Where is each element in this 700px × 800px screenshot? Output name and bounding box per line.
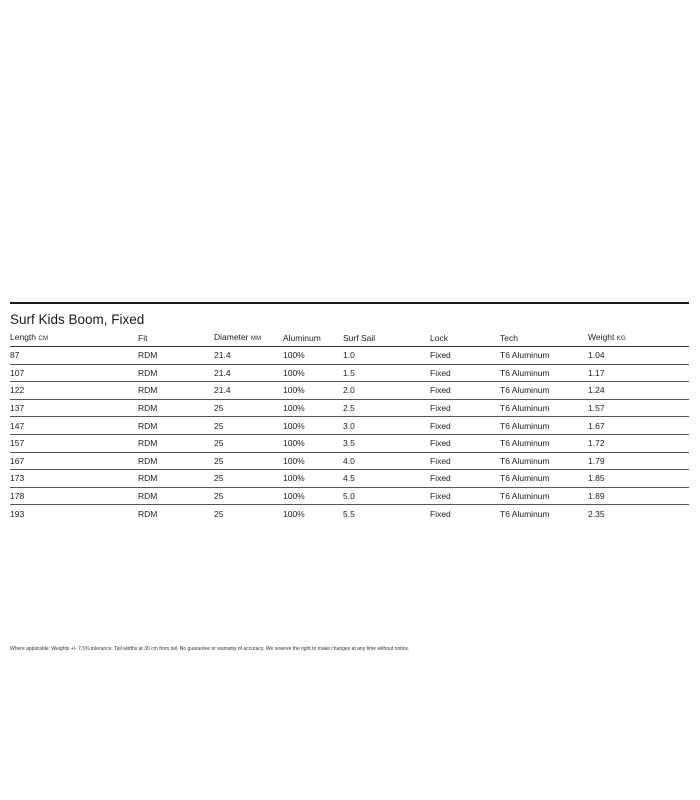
table-row: [10, 452, 689, 470]
cell-weight: 1.17: [588, 364, 689, 382]
footnote-disclaimer: Where applicable: Weights +/- 7.5% tolerance. Tail widths at 30 cm from tail. No guarantee or warranty of accuracy. We reserve the right to make changes at any time without notice.: [10, 646, 410, 652]
cell-lock: Fixed: [430, 399, 500, 417]
cell-length: 137: [10, 399, 138, 417]
cell-fit: RDM: [138, 508, 158, 519]
cell-surf-sail: 2.5: [343, 399, 430, 417]
header-fit: Fit: [138, 330, 214, 347]
top-divider: [10, 302, 689, 304]
cell-aluminum: 100%: [283, 470, 343, 488]
cell-lock: Fixed: [430, 382, 500, 400]
cell-diameter: 25: [214, 508, 224, 519]
cell-weight: 1.79: [588, 452, 689, 470]
cell-fit: RDM: [138, 487, 214, 505]
header-weight: Weight KG: [588, 330, 689, 347]
cell-diameter: 25: [214, 417, 283, 435]
cell-diameter: 21.4: [214, 347, 283, 365]
cell-surf-sail: 3.5: [343, 434, 430, 452]
cell-length: 122: [10, 382, 138, 400]
cell-weight: 2.35: [588, 508, 605, 519]
header-diameter: Diameter MM: [214, 330, 283, 347]
cell-diameter: 25: [214, 487, 283, 505]
cell-fit: RDM: [138, 417, 214, 435]
header-length: Length CM: [10, 330, 138, 347]
header-aluminum: Aluminum: [283, 330, 343, 347]
cell-weight: 1.85: [588, 470, 689, 488]
cell-lock: Fixed: [430, 417, 500, 435]
header-tech: Tech: [500, 330, 588, 347]
cell-tech: T6 Aluminum: [500, 452, 588, 470]
cell-diameter: 21.4: [214, 382, 283, 400]
cell-aluminum: 100%: [283, 508, 305, 519]
cell-lock: Fixed: [430, 487, 500, 505]
cell-diameter: 25: [214, 452, 283, 470]
cell-surf-sail: 5.5: [343, 508, 355, 519]
table-row: [10, 364, 689, 382]
cell-length: 178: [10, 487, 138, 505]
cell-lock: Fixed: [430, 508, 451, 519]
cell-length: 173: [10, 470, 138, 488]
cell-length: 87: [10, 347, 138, 365]
cell-weight: 1.72: [588, 434, 689, 452]
cell-tech: T6 Aluminum: [500, 399, 588, 417]
cell-fit: RDM: [138, 452, 214, 470]
cell-weight: 1.57: [588, 399, 689, 417]
cell-diameter: 25: [214, 434, 283, 452]
cell-tech: T6 Aluminum: [500, 508, 550, 519]
cell-aluminum: 100%: [283, 382, 343, 400]
cell-weight: 1.04: [588, 347, 689, 365]
cell-lock: Fixed: [430, 364, 500, 382]
cell-tech: T6 Aluminum: [500, 434, 588, 452]
cell-length: 157: [10, 434, 138, 452]
cell-fit: RDM: [138, 382, 214, 400]
cell-aluminum: 100%: [283, 452, 343, 470]
header-surf-sail: Surf Sail: [343, 330, 430, 347]
table-row: [10, 470, 689, 488]
cell-fit: RDM: [138, 470, 214, 488]
cell-length: 107: [10, 364, 138, 382]
cell-lock: Fixed: [430, 347, 500, 365]
cell-lock: Fixed: [430, 434, 500, 452]
cell-aluminum: 100%: [283, 347, 343, 365]
cell-surf-sail: 1.5: [343, 364, 430, 382]
cell-lock: Fixed: [430, 470, 500, 488]
spec-table: [10, 330, 689, 522]
cell-aluminum: 100%: [283, 364, 343, 382]
table-row: [10, 487, 689, 505]
cell-length: 167: [10, 452, 138, 470]
cell-surf-sail: 2.0: [343, 382, 430, 400]
cell-tech: T6 Aluminum: [500, 347, 588, 365]
cell-tech: T6 Aluminum: [500, 417, 588, 435]
cell-weight: 1.24: [588, 382, 689, 400]
cell-surf-sail: 3.0: [343, 417, 430, 435]
cell-fit: RDM: [138, 364, 214, 382]
cell-lock: Fixed: [430, 452, 500, 470]
table-row: [10, 434, 689, 452]
cell-length: 193: [10, 508, 25, 519]
cell-diameter: 21.4: [214, 364, 283, 382]
table-row: [10, 505, 689, 522]
cell-tech: T6 Aluminum: [500, 487, 588, 505]
cell-aluminum: 100%: [283, 399, 343, 417]
cell-tech: T6 Aluminum: [500, 470, 588, 488]
table-row: [10, 382, 689, 400]
cell-diameter: 25: [214, 399, 283, 417]
cell-aluminum: 100%: [283, 434, 343, 452]
cell-fit: RDM: [138, 399, 214, 417]
cell-surf-sail: 4.5: [343, 470, 430, 488]
cell-weight: 1.67: [588, 417, 689, 435]
cell-surf-sail: 4.0: [343, 452, 430, 470]
cell-weight: 1.89: [588, 487, 689, 505]
cell-aluminum: 100%: [283, 417, 343, 435]
table-header-row: [10, 330, 689, 347]
cell-tech: T6 Aluminum: [500, 382, 588, 400]
cell-surf-sail: 1.0: [343, 347, 430, 365]
table-row: [10, 347, 689, 365]
cell-length: 147: [10, 417, 138, 435]
table-title: Surf Kids Boom, Fixed: [10, 312, 145, 327]
header-lock: Lock: [430, 330, 500, 347]
cell-aluminum: 100%: [283, 487, 343, 505]
table-row: [10, 417, 689, 435]
cell-fit: RDM: [138, 347, 214, 365]
cell-fit: RDM: [138, 434, 214, 452]
cell-diameter: 25: [214, 470, 283, 488]
table-row: [10, 399, 689, 417]
cell-surf-sail: 5.0: [343, 487, 430, 505]
cell-tech: T6 Aluminum: [500, 364, 588, 382]
spec-table-section: [10, 302, 689, 522]
